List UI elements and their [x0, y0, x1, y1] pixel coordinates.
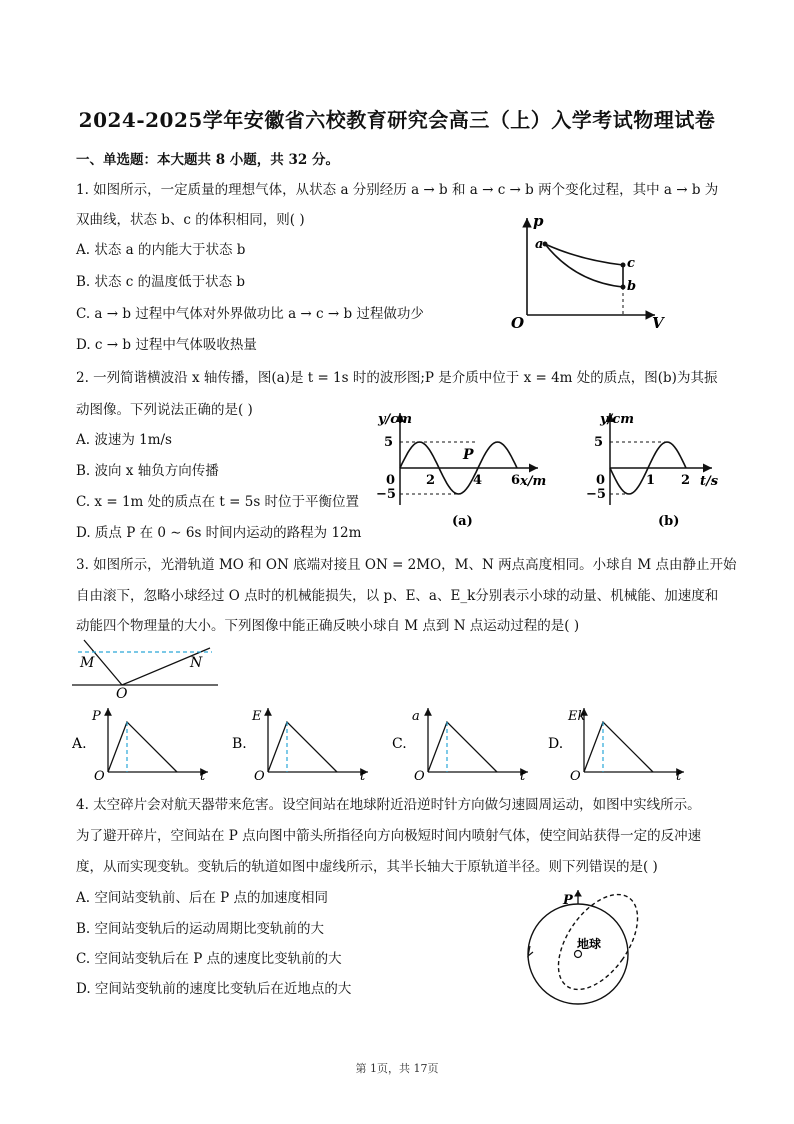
v-label: V: [652, 314, 664, 332]
graph-curve: [108, 722, 177, 772]
a-b-curve: [545, 244, 623, 287]
origin-label: O: [511, 314, 525, 332]
q3-option-b[interactable]: [232, 702, 382, 786]
q1-option-d[interactable]: D. c → b 过程中气体吸收热量: [76, 337, 257, 353]
svg-text:N: N: [190, 655, 203, 671]
page-title: 2024-2025学年安徽省六校教育研究会高三（上）入学考试物理试卷: [78, 108, 716, 132]
graph-ylabel: a: [412, 709, 420, 724]
svg-text:2: 2: [681, 473, 691, 488]
q4-option-d[interactable]: D. 空间站变轨前的速度比变轨后在近地点的大: [76, 981, 352, 997]
svg-text:−5: −5: [376, 487, 396, 502]
q4-option-b[interactable]: B. 空间站变轨后的运动周期比变轨前的大: [76, 921, 325, 937]
q3-track-figure: [72, 636, 222, 698]
graph-a-ylabel: y/cm: [378, 412, 412, 427]
graph-origin: O: [254, 769, 265, 782]
graph-ylabel: P: [92, 709, 101, 724]
svg-text:5: 5: [384, 435, 394, 450]
q1-option-a[interactable]: A. 状态 a 的内能大于状态 b: [76, 242, 246, 258]
graph-origin: O: [94, 769, 105, 782]
svg-text:0: 0: [386, 473, 396, 488]
graph-b-xlabel: t/s: [700, 474, 719, 489]
option-letter: A.: [72, 736, 87, 752]
option-letter: C.: [392, 736, 407, 752]
q1-pv-diagram: [505, 210, 675, 335]
point-c: [621, 263, 626, 268]
q2-option-d[interactable]: D. 质点 P 在 0 ∼ 6s 时间内运动的路程为 12m: [76, 525, 362, 541]
q1-option-c[interactable]: C. a → b 过程中气体对外界做功比 a → c → b 过程做功少: [76, 306, 424, 322]
q4-orbit-figure: [520, 884, 655, 1009]
option-letter: D.: [548, 736, 564, 752]
graph-origin: O: [570, 769, 581, 782]
section-heading: 一、单选题：本大题共 8 小题，共 32 分。: [76, 152, 339, 168]
q2-option-a[interactable]: A. 波速为 1m/s: [76, 432, 172, 448]
graph-origin: O: [414, 769, 425, 782]
graph-b-ylabel: y/cm: [600, 412, 634, 427]
graph-t-label: t: [520, 769, 526, 782]
c-label: c: [627, 256, 635, 271]
point-b: [621, 285, 626, 290]
q2-option-b[interactable]: B. 波向 x 轴负方向传播: [76, 463, 219, 479]
svg-text:5: 5: [594, 435, 604, 450]
graph-t-label: t: [200, 769, 206, 782]
q2-stem-line2: 动图像。下列说法正确的是( ): [76, 402, 253, 418]
graph-curve: [268, 722, 337, 772]
earth-dot: [575, 951, 582, 958]
q1-stem-line1: 1. 如图所示，一定质量的理想气体，从状态 a 分别经历 a → b 和 a → c → b 两个变化过程，其中 a → b 为: [76, 182, 719, 198]
graph-curve: [584, 722, 653, 772]
q3-option-d[interactable]: [548, 702, 698, 786]
svg-text:P: P: [563, 893, 573, 908]
svg-text:4: 4: [473, 473, 483, 488]
a-c-curve: [545, 244, 623, 265]
q4-stem-line1: 4. 太空碎片会对航天器带来危害。设空间站在地球附近沿逆时针方向做匀速圆周运动，如图中实线所示。: [76, 797, 701, 813]
b-label: b: [627, 279, 637, 294]
svg-text:O: O: [116, 686, 128, 698]
svg-text:0: 0: [596, 473, 606, 488]
graph-a-caption: (a): [452, 514, 473, 529]
q4-stem-line2: 为了避开碎片，空间站在 P 点向图中箭头所指径向方向极短时间内喷射气体，使空间站获得一定的反冲速: [76, 828, 702, 844]
a-label: a: [535, 237, 544, 252]
graph-t-label: t: [676, 769, 682, 782]
q4-option-a[interactable]: A. 空间站变轨前、后在 P 点的加速度相同: [76, 890, 328, 906]
graph-ylabel: Ek: [568, 709, 586, 724]
graph-t-label: t: [360, 769, 366, 782]
q4-option-c[interactable]: C. 空间站变轨后在 P 点的速度比变轨前的大: [76, 951, 342, 967]
svg-text:−5: −5: [586, 487, 606, 502]
svg-text:6: 6: [511, 473, 521, 488]
q2-stem-line1: 2. 一列简谐横波沿 x 轴传播，图(a)是 t = 1s 时的波形图;P 是介质中位于 x = 4m 处的质点，图(b)为其振: [76, 370, 718, 386]
p-label: p: [533, 212, 544, 230]
q1-stem-line2: 双曲线，状态 b、c 的体积相同，则( ): [76, 212, 305, 228]
graph-b-caption: (b): [658, 514, 680, 529]
svg-text:M: M: [80, 655, 95, 671]
q3-stem-line1: 3. 如图所示，光滑轨道 MO 和 ON 底端对接且 ON = 2MO，M、N 两点高度相同。小球自 M 点由静止开始: [76, 557, 737, 573]
option-letter: B.: [232, 736, 247, 752]
graph-a-xlabel: x/m: [520, 474, 547, 489]
graph-curve: [428, 722, 497, 772]
q2-option-c[interactable]: C. x = 1m 处的质点在 t = 5s 时位于平衡位置: [76, 494, 360, 510]
graph-ylabel: E: [252, 709, 262, 724]
svg-text:2: 2: [426, 473, 436, 488]
q1-option-b[interactable]: B. 状态 c 的温度低于状态 b: [76, 274, 246, 290]
q3-stem-line2: 自由滚下，忽略小球经过 O 点时的机械能损失，以 p、E、a、E_k分别表示小球的动量、机械能、加速度和: [76, 588, 719, 604]
q2-wave-graph-a: [370, 405, 560, 533]
earth-label: 地球: [577, 937, 602, 951]
svg-text:1: 1: [646, 473, 656, 488]
q4-stem-line3: 度，从而实现变轨。变轨后的轨道如图中虚线所示，其半长轴大于原轨道半径。则下列错误的是( ): [76, 859, 658, 875]
q3-option-c[interactable]: [392, 702, 542, 786]
page-footer: 第 1页，共 17页: [355, 1062, 439, 1075]
q3-stem-line3: 动能四个物理量的大小。下列图像中能正确反映小球自 M 点到 N 点运动过程的是( ): [76, 618, 580, 634]
q2-vibration-graph-b: [580, 405, 730, 533]
q3-option-a[interactable]: [72, 702, 222, 786]
point-p-label: P: [463, 447, 474, 463]
